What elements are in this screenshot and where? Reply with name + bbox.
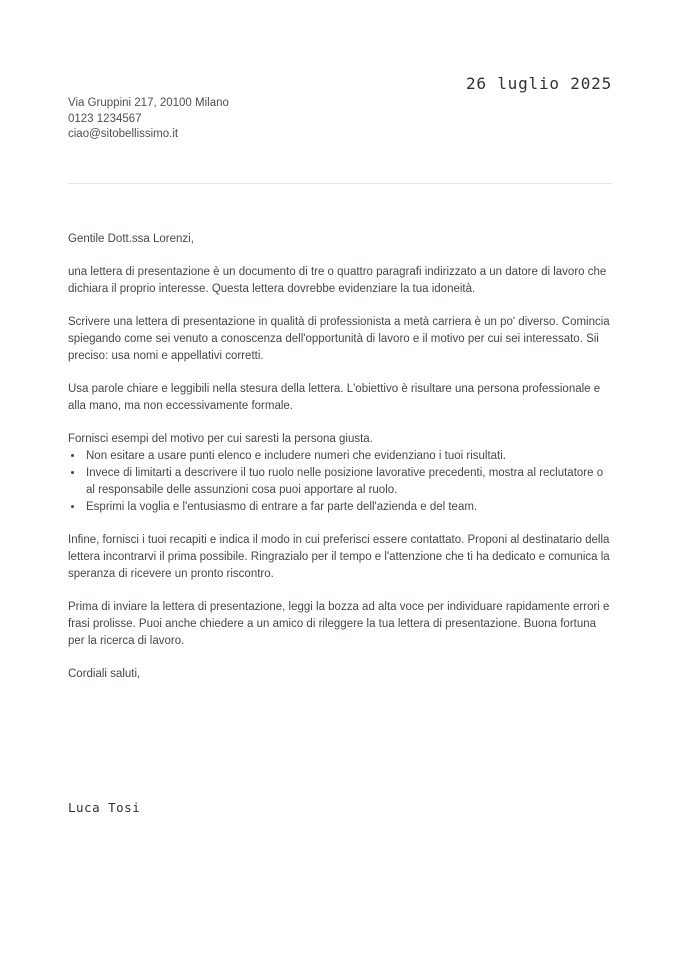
paragraph-proofread: Prima di inviare la lettera di presentazione, leggi la bozza ad alta voce per individuare rapidamente errori e frasi prolisse. Puoi anche chiedere a un amico di rileggere la tua lettera di presentazione. Buona fortuna per la ricerca di lavoro. bbox=[68, 601, 610, 647]
paragraph-mid-career: Scrivere una lettera di presentazione in qualità di professionista a metà carriera è un po' diverso. Comincia spiegando come sei venuto a conoscenza dell'opportunità di lavoro e il motivo per cui sei interessato. Sii preciso: usa nomi e appellativi corretti. bbox=[68, 316, 610, 362]
sender-contact-block bbox=[68, 96, 229, 143]
signature: Luca Tosi bbox=[68, 800, 141, 815]
paragraph-tone: Usa parole chiare e leggibili nella stesura della lettera. L'obiettivo è risultare una persona professionale e alla mano, ma non eccessivamente formale. bbox=[68, 383, 601, 412]
letter-date: 26 luglio 2025 bbox=[465, 74, 612, 93]
sender-phone: 0123 1234567 bbox=[68, 112, 142, 125]
greeting: Gentile Dott.ssa Lorenzi, bbox=[68, 233, 194, 245]
bullet-item: • Non esitare a usare punti elenco e includere numeri che evidenziano i tuoi risultati. bbox=[84, 448, 612, 465]
paragraph-examples-lead: Fornisci esempi del motivo per cui saresti la persona giusta. bbox=[68, 433, 373, 445]
paragraph-contact-info: Infine, fornisci i tuoi recapiti e indica il modo in cui preferisci essere contattato. Proponi al destinatario della lettera incontrarvi il prima possibile. Ringrazialo per il tempo e l'attenzione che ti ha dedicato e comunica la speranza di ricevere un pronto riscontro. bbox=[68, 534, 610, 580]
paragraph-intro: una lettera di presentazione è un documento di tre o quattro paragrafi indirizzato a un datore di lavoro che dichiara il proprio interesse. Questa lettera dovrebbe evidenziare la tua idoneità. bbox=[68, 266, 607, 295]
bullet-list bbox=[68, 448, 612, 516]
sender-email: ciao@sitobellissimo.it bbox=[68, 128, 179, 140]
sender-address: Via Gruppini 217, 20100 Milano bbox=[68, 97, 229, 109]
letter-body bbox=[68, 231, 612, 699]
bullet-item: • Esprimi la voglia e l'entusiasmo di entrare a far parte dell'azienda e del team. bbox=[84, 499, 612, 516]
header-divider bbox=[68, 183, 612, 184]
closing: Cordiali saluti, bbox=[68, 668, 141, 680]
bullet-item: • Invece di limitarti a descrivere il tuo ruolo nelle posizione lavorative precedenti, mostra al reclutatore o al responsabile delle assunzioni cosa puoi apportare al ruolo. bbox=[84, 465, 612, 499]
